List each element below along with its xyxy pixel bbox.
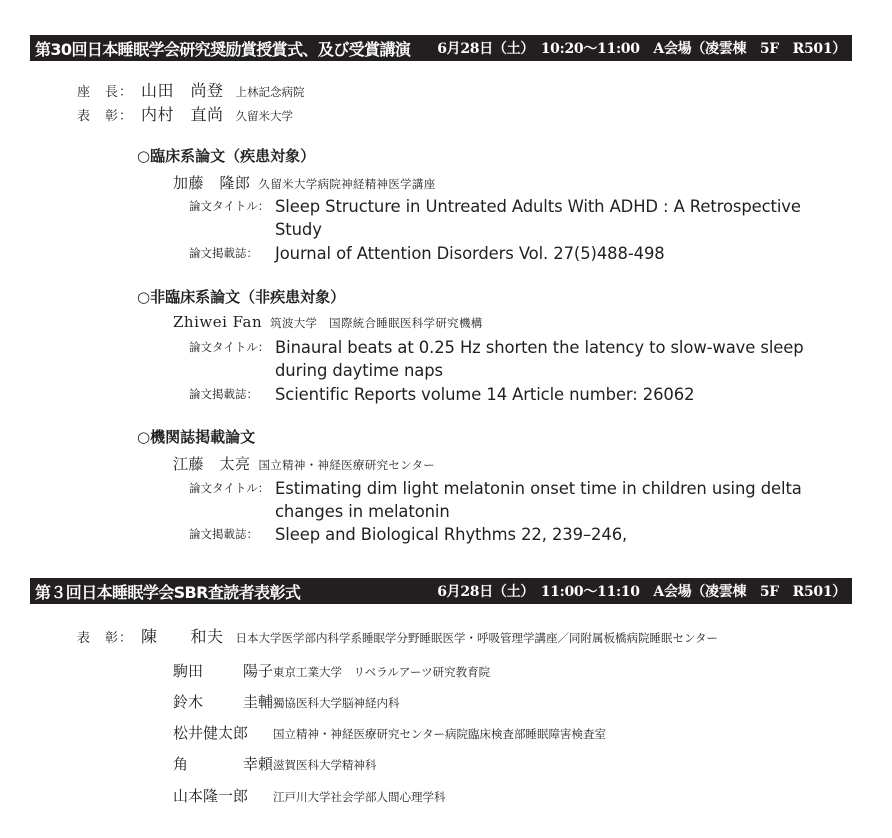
presenter-affiliation: 久留米大学	[235, 109, 294, 123]
reviewer-affiliation: 江戸川大学社会学部人間心理学科	[273, 790, 446, 804]
author-affiliation: 筑波大学 国際統合睡眠医科学研究機構	[270, 316, 483, 330]
category-heading-nonclinical: ○非臨床系論文（非疾患対象）	[137, 288, 346, 306]
paper-journal: Journal of Attention Disorders Vol. 27(5)488-498	[275, 244, 665, 263]
paper-journal-label: 論文掲載誌：	[189, 246, 258, 260]
reviewer-name	[173, 691, 273, 712]
paper-title: Binaural beats at 0.25 Hz shorten the latency to slow-wave sleep during daytime naps	[275, 338, 804, 380]
paper-title: Sleep Structure in Untreated Adults With ADHD : A Retrospective Study	[275, 197, 801, 239]
paper-journal-row	[189, 523, 852, 546]
presenter-name: 陳 和夫	[141, 627, 224, 646]
reviewer-family-name: 鈴木	[173, 693, 204, 711]
presenter-label: 表 彰：	[77, 109, 134, 124]
session2-header-bar	[30, 578, 852, 604]
paper-title-label: 論文タイトル：	[189, 199, 270, 213]
reviewer-affiliation: 東京工業大学 リベラルアーツ研究教育院	[273, 665, 491, 679]
paper-journal-row	[189, 383, 852, 406]
reviewer-given-name: 幸頼	[242, 755, 273, 773]
reviewer-name	[173, 785, 273, 806]
reviewer-row	[173, 753, 377, 774]
reviewer-name	[173, 753, 273, 774]
paper-journal: Scientific Reports volume 14 Article number: 26062	[275, 385, 695, 404]
reviewer-given-name: 圭輔	[242, 693, 273, 711]
award-author	[173, 453, 435, 474]
paper-journal-label: 論文掲載誌：	[189, 527, 258, 541]
session1-title: 第30回日本睡眠学会研究奨励賞授賞式、及び受賞講演	[35, 39, 411, 59]
paper-title-row	[189, 195, 852, 241]
chair-name: 山田 尚登	[141, 81, 224, 100]
author-affiliation: 国立精神・神経医療研究センター	[258, 458, 436, 472]
paper-title-row	[189, 477, 852, 523]
award-author	[173, 313, 483, 331]
paper-title-label: 論文タイトル：	[189, 481, 270, 495]
author-name: Zhiwei Fan	[173, 313, 263, 331]
paper-title-row	[189, 336, 852, 382]
reviewer-full-name: 松井健太郎	[173, 724, 249, 742]
reviewer-affiliation: 国立精神・神経医療研究センター病院臨床検査部睡眠障害検査室	[273, 727, 607, 741]
reviewer-name	[173, 660, 273, 681]
reviewer-affiliation: 滋賀医科大学精神科	[273, 758, 377, 772]
reviewer-row	[173, 722, 606, 743]
presenter-affiliation: 日本大学医学部内科学系睡眠学分野睡眠医学・呼吸管理学講座／同附属板橋病院睡眠センター	[235, 631, 719, 645]
category-heading-journal: ○機関誌掲載論文	[137, 428, 256, 446]
reviewer-name	[173, 722, 273, 743]
chair-label: 座 長：	[77, 85, 134, 100]
reviewer-row	[173, 785, 446, 806]
session2-datetime: 6月28日（土） 11:00～11:10 A会場（凌雲棟 5F R501）	[437, 584, 846, 600]
paper-journal-label: 論文掲載誌：	[189, 387, 258, 401]
session2-presenter	[77, 624, 718, 647]
session1-header-bar	[30, 35, 852, 61]
presenter-label: 表 彰：	[77, 631, 134, 646]
author-affiliation: 久留米大学病院神経精神医学講座	[258, 177, 436, 191]
session1-chair	[77, 78, 305, 101]
presenter-name: 内村 直尚	[141, 105, 224, 124]
session2-title: 第３回日本睡眠学会SBR査読者表彰式	[35, 582, 301, 602]
category-heading-clinical: ○臨床系論文（疾患対象）	[137, 147, 316, 165]
session1-presenter	[77, 102, 293, 125]
paper-journal-row	[189, 242, 852, 265]
reviewer-affiliation: 獨協医科大学脳神経内科	[273, 696, 400, 710]
reviewer-row	[173, 660, 490, 681]
chair-affiliation: 上林記念病院	[235, 85, 305, 99]
paper-title-label: 論文タイトル：	[189, 340, 270, 354]
reviewer-row	[173, 691, 400, 712]
reviewer-family-name: 駒田	[173, 662, 204, 680]
award-author	[173, 172, 436, 193]
session1-datetime: 6月28日（土） 10:20～11:00 A会場（凌雲棟 5F R501）	[437, 41, 846, 57]
author-name: 加藤 隆郎	[173, 174, 251, 192]
reviewer-family-name: 角	[173, 755, 189, 773]
author-name: 江藤 太亮	[173, 455, 251, 473]
paper-title: Estimating dim light melatonin onset time in children using delta changes in melatonin	[275, 479, 802, 521]
reviewer-given-name: 陽子	[242, 662, 273, 680]
reviewer-full-name: 山本隆一郎	[173, 787, 249, 805]
paper-journal: Sleep and Biological Rhythms 22, 239–246,	[275, 525, 628, 544]
